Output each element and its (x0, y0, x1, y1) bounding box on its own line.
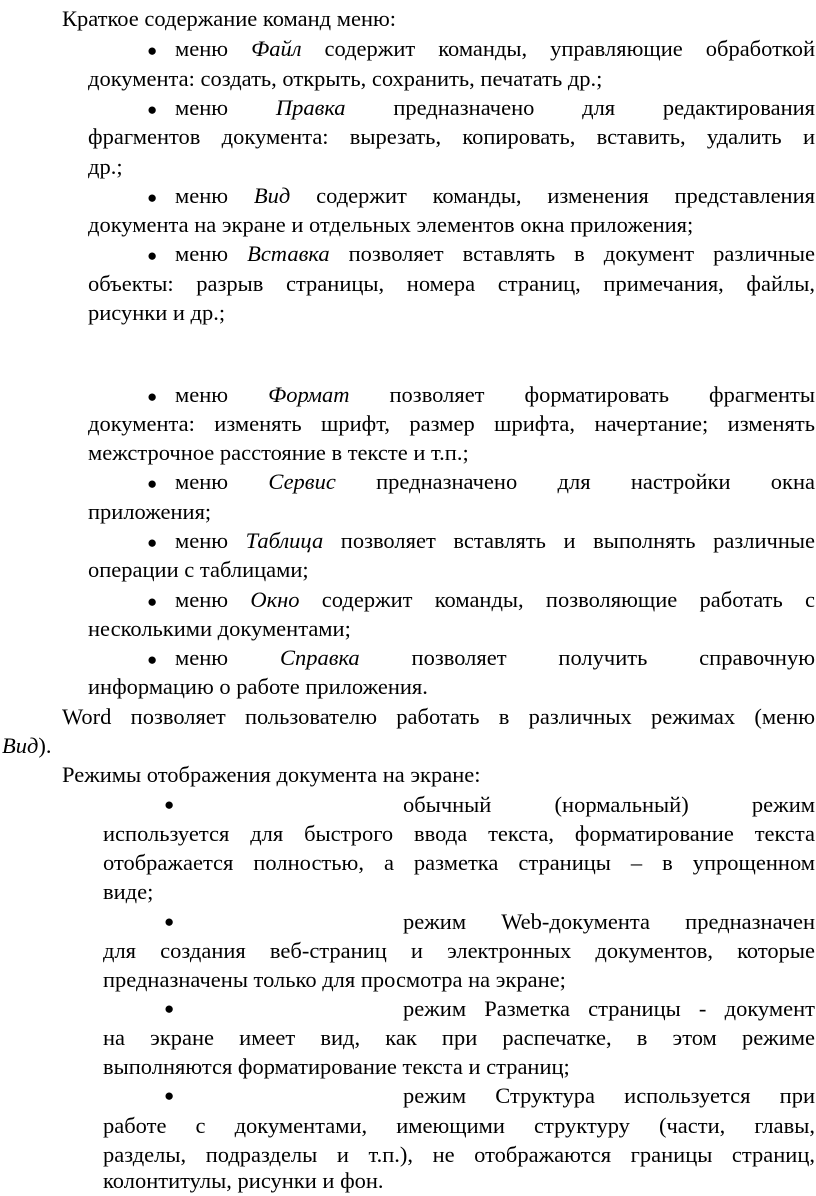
menu-item-cont: межстрочное расстояние в тексте и т.п.; (88, 440, 469, 465)
menu-name: Формат (268, 382, 350, 407)
bullet-icon: ● (147, 650, 158, 669)
menu-name: Справка (279, 645, 360, 670)
bullet-icon: ● (164, 912, 175, 931)
word-para-line1: Word позволяет пользователю работать в различных режимах (меню (62, 704, 815, 729)
bullet-icon: ● (164, 795, 175, 814)
menu-item-cont: операции с таблицами; (88, 557, 309, 582)
menu-item-cont: документа: создать, открыть, сохранить, печатать др.; (88, 66, 603, 91)
menu-summary-heading: Краткое содержание команд меню: (62, 6, 397, 31)
menu-item-pre: меню (175, 469, 229, 494)
bullet-icon: ● (164, 1086, 175, 1105)
menu-item-cont: др.; (88, 154, 123, 179)
menu-item-desc: позволяет вставлять и выполнять различные (340, 528, 815, 553)
menu-name: Таблица (245, 528, 324, 553)
menu-item-pre: меню (175, 382, 229, 407)
menu-item-cont: объекты: разрыв страницы, номера страниц, примечания, файлы, (88, 271, 815, 296)
word-para-line2-rest: ). (38, 733, 52, 758)
mode-item-cont: на экране имеет вид, как при распечатке, в этом режиме (103, 1025, 815, 1050)
menu-item-pre: меню (175, 36, 229, 61)
bullet-icon: ● (147, 41, 158, 60)
mode-item-cont: выполняются форматирование текста и страниц; (103, 1054, 570, 1079)
menu-item-desc: содержит команды, изменения представления (316, 183, 815, 208)
menu-item-desc: позволяет получить справочную (411, 645, 815, 670)
mode-item-first: режим Web-документа предназначен (403, 909, 815, 934)
menu-name: Окно (250, 587, 300, 612)
menu-item-desc: предназначено для редактирования (393, 95, 815, 120)
menu-item-pre: меню (175, 95, 229, 120)
mode-item-first: обычный (нормальный) режим (403, 792, 815, 817)
mode-item-cont: предназначены только для просмотра на экране; (103, 967, 566, 992)
menu-name: Правка (275, 95, 346, 120)
menu-item-desc: предназначено для настройки окна (376, 469, 815, 494)
menu-item-pre: меню (175, 241, 229, 266)
menu-item-cont: документа: изменять шрифт, размер шрифта, начертание; изменять (88, 411, 815, 436)
menu-item-desc: содержит команды, позволяющие работать с (321, 587, 815, 612)
menu-item-desc: содержит команды, управляющие обработкой (324, 36, 815, 61)
mode-item-cont: для создания веб-страниц и электронных документов, которые (103, 938, 815, 963)
bullet-icon: ● (147, 474, 158, 493)
mode-item-cont: колонтитулы, рисунки и фон. (103, 1168, 384, 1193)
menu-name: Вставка (247, 241, 330, 266)
menu-item-desc: позволяет форматировать фрагменты (389, 382, 815, 407)
bullet-icon: ● (147, 387, 158, 406)
menu-name: Вид (2, 733, 39, 758)
menu-item-cont: информацию о работе приложения. (88, 674, 428, 699)
modes-heading: Режимы отображения документа на экране: (62, 762, 481, 787)
bullet-icon: ● (147, 100, 158, 119)
bullet-icon: ● (147, 246, 158, 265)
bullet-icon: ● (147, 188, 158, 207)
menu-item-pre: меню (175, 528, 229, 553)
menu-item-cont: фрагментов документа: вырезать, копировать, вставить, удалить и (88, 124, 815, 149)
menu-item-cont: рисунки и др.; (88, 300, 226, 325)
menu-name: Вид (253, 183, 291, 208)
mode-item-first: режим Разметка страницы - документ (403, 996, 815, 1021)
menu-name: Сервис (268, 469, 336, 494)
mode-item-cont: используется для быстрого ввода текста, форматирование текста (103, 821, 815, 846)
menu-item-desc: позволяет вставлять в документ различные (348, 241, 815, 266)
bullet-icon: ● (147, 533, 158, 552)
menu-item-cont: документа на экране и отдельных элементов окна приложения; (88, 212, 694, 237)
mode-item-cont: работе с документами, имеющими структуру (части, главы, (103, 1113, 815, 1138)
menu-item-cont: приложения; (88, 499, 212, 524)
mode-item-first: режим Структура используется при (403, 1083, 815, 1108)
mode-item-cont: разделы, подразделы и т.п.), не отображаются границы страниц, (103, 1142, 815, 1167)
bullet-icon: ● (147, 592, 158, 611)
menu-item-pre: меню (175, 645, 229, 670)
mode-item-cont: виде; (103, 879, 154, 904)
menu-name: Файл (251, 36, 302, 61)
menu-item-cont: несколькими документами; (88, 616, 351, 641)
bullet-icon: ● (164, 999, 175, 1018)
menu-item-pre: меню (175, 183, 229, 208)
menu-item-pre: меню (175, 587, 229, 612)
mode-item-cont: отображается полностью, а разметка страницы – в упрощенном (103, 850, 815, 875)
